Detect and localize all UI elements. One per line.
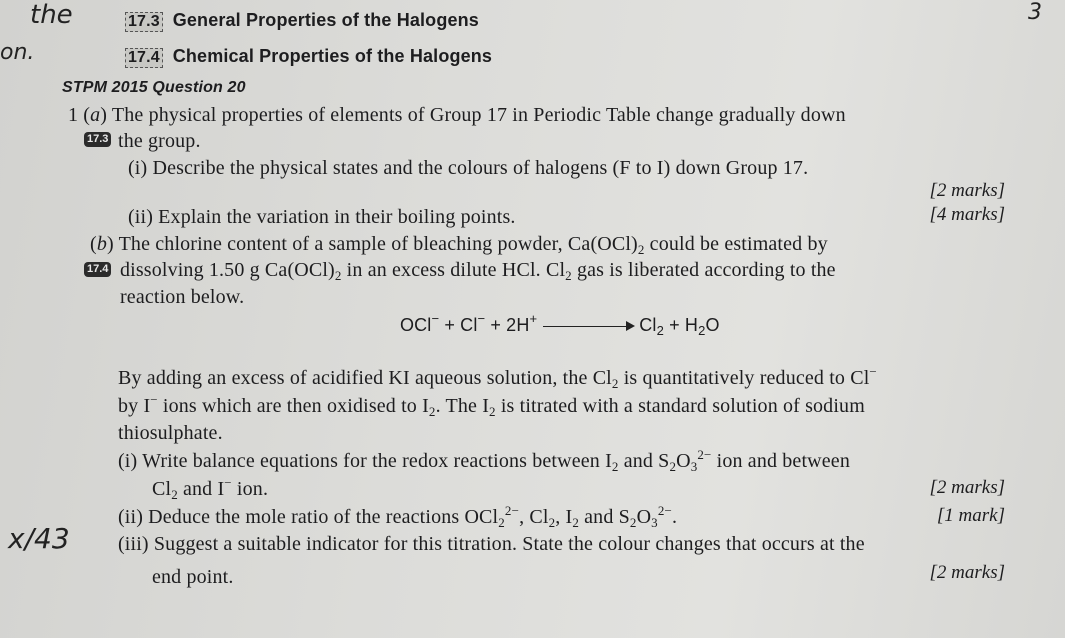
text-segment: . <box>671 506 678 528</box>
section-number: 17.4 <box>125 48 163 68</box>
question-line <box>118 394 865 418</box>
handwritten-note: 3 <box>1028 0 1042 25</box>
text-segment: (i) Write balance equations for the redox reactions between I <box>118 450 612 472</box>
text-segment: dissolving 1.50 g Ca(OCl) <box>120 259 335 281</box>
text-segment: , I <box>555 506 573 528</box>
text-segment: OCl <box>400 315 432 335</box>
subscript: 3 <box>651 515 658 530</box>
question-line <box>128 205 516 229</box>
text-segment: (ii) Deduce the mole ratio of the reactions OCl <box>118 506 499 528</box>
question-line <box>128 156 808 180</box>
subscript: 2 <box>428 404 436 419</box>
subscript: 2 <box>565 268 572 283</box>
subscript: 2 <box>637 242 645 257</box>
question-line <box>120 258 836 282</box>
text-segment: b <box>96 233 107 255</box>
subscript: 2 <box>698 323 706 338</box>
text-segment: Cl <box>639 315 657 335</box>
section-number: 17.3 <box>125 12 163 32</box>
marks-label: [4 marks] <box>929 204 1005 225</box>
subscript: 2 <box>498 515 505 530</box>
text-segment: ( <box>90 233 97 255</box>
text-segment: and I <box>177 478 225 500</box>
text-segment: reaction below. <box>120 286 245 308</box>
superscript: − <box>477 311 486 326</box>
text-segment: by I <box>118 395 151 417</box>
text-segment: ions which are then oxidised to I <box>157 395 429 417</box>
section-badge: 17.4 <box>84 262 111 277</box>
reaction-arrow-icon <box>543 326 633 327</box>
equation-products <box>639 315 720 338</box>
subscript: 2 <box>629 515 637 530</box>
subscript: 2 <box>611 459 619 474</box>
text-segment: + 2H <box>485 315 530 335</box>
text-segment: is quantitatively reduced to Cl <box>618 367 870 389</box>
question-line <box>152 565 234 589</box>
subscript: 2 <box>656 323 664 338</box>
text-segment: By adding an excess of acidified KI aqueous solution, the Cl <box>118 367 612 389</box>
question-line <box>68 103 846 127</box>
text-segment: 1 ( <box>68 104 91 126</box>
superscript: − <box>869 364 877 379</box>
text-segment: (i) Describe the physical states and the colours of halogens (F to I) down Group 17. <box>128 157 809 179</box>
section-title: Chemical Properties of the Halogens <box>172 46 493 66</box>
question-line <box>118 421 223 445</box>
question-line <box>118 532 865 556</box>
text-segment: gas is liberated according to the <box>571 259 836 281</box>
marks-label: [2 marks] <box>929 477 1005 498</box>
text-segment: thiosulphate. <box>118 422 223 444</box>
subscript: 2 <box>548 515 556 530</box>
text-segment: + H <box>663 315 699 335</box>
section-heading-17-4 <box>125 44 492 68</box>
section-title: General Properties of the Halogens <box>172 10 479 30</box>
subscript: 2 <box>669 459 677 474</box>
text-segment: + Cl <box>439 315 478 335</box>
equation-reactants <box>400 311 538 335</box>
subscript: 2 <box>334 268 342 283</box>
subscript: 2 <box>611 376 619 391</box>
superscript: − <box>150 392 158 407</box>
superscript: 2− <box>697 447 712 462</box>
handwritten-page-ref: x/43 <box>8 522 70 555</box>
handwritten-note: on. <box>0 40 35 65</box>
subscript: 2 <box>572 515 579 530</box>
text-segment: (iii) Suggest a suitable indicator for this titration. State the colour changes that occurs at the <box>118 533 865 555</box>
subscript: 2 <box>489 404 496 419</box>
superscript: − <box>431 311 440 326</box>
question-line <box>118 366 877 390</box>
marks-label: [1 mark] <box>936 505 1005 526</box>
text-segment: O <box>636 506 652 528</box>
text-segment: a <box>90 104 101 126</box>
question-line <box>118 449 850 473</box>
text-segment: Cl <box>152 478 172 500</box>
superscript: 2− <box>657 503 672 518</box>
question-line <box>152 477 268 501</box>
question-line <box>120 285 244 309</box>
marks-label: [2 marks] <box>929 180 1005 201</box>
text-segment: end point. <box>152 566 234 588</box>
marks-label: [2 marks] <box>929 562 1005 583</box>
text-segment: ion. <box>231 478 269 500</box>
text-segment: . The I <box>435 395 490 417</box>
section-badge: 17.3 <box>84 132 111 147</box>
text-segment: and S <box>579 506 630 528</box>
text-segment: O <box>676 450 691 472</box>
section-heading-17-3 <box>125 8 479 32</box>
text-segment: (ii) Explain the variation in their boiling points. <box>128 206 516 228</box>
text-segment: , Cl <box>519 506 549 528</box>
question-line <box>90 232 828 256</box>
text-segment: the group. <box>118 130 201 152</box>
text-segment: in an excess dilute HCl. Cl <box>341 259 566 281</box>
subscript: 2 <box>171 487 178 502</box>
subscript: 3 <box>690 459 698 474</box>
question-title: STPM 2015 Question 20 <box>62 79 246 96</box>
handwritten-note: the <box>30 0 73 30</box>
question-line <box>118 505 677 529</box>
chemical-equation <box>400 313 720 337</box>
superscript: + <box>529 311 538 326</box>
question-line <box>118 129 201 153</box>
text-segment: ) The chlorine content of a sample of bleaching powder, Ca(OCl) <box>106 233 638 255</box>
superscript: 2− <box>504 503 520 518</box>
text-segment: O <box>705 315 720 335</box>
superscript: − <box>224 475 232 490</box>
text-segment: and S <box>618 450 670 472</box>
text-segment: is titrated with a standard solution of sodium <box>495 395 865 417</box>
text-segment: ) The physical properties of elements of Group 17 in Periodic Table change gradually down <box>100 104 846 126</box>
text-segment: could be estimated by <box>644 233 828 255</box>
text-segment: ion and between <box>711 450 850 472</box>
